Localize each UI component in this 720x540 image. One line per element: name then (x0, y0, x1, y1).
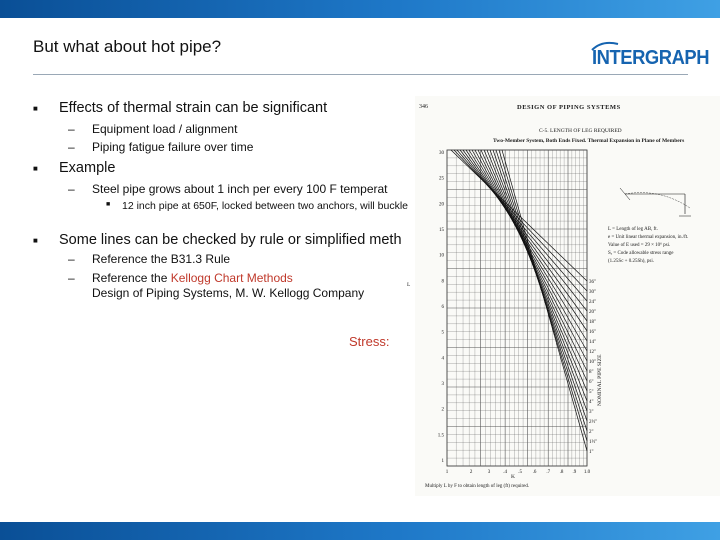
y-tick-label: 8 (441, 279, 444, 285)
bullet-square-icon: ■ (33, 104, 38, 113)
pipe-size-tick: 16" (589, 330, 597, 335)
x-tick-label: .7 (546, 470, 551, 475)
pipe-size-tick: 18" (589, 320, 597, 325)
chart-subtitle: Two-Member System, Both Ends Fixed. Thermal Expansion in Plane of Members (493, 138, 685, 144)
stress-label: Stress: (349, 334, 390, 349)
kellogg-chart-scan (407, 96, 720, 496)
pipe-size-tick: 14" (589, 340, 597, 345)
pipe-size-tick: 2" (589, 430, 594, 435)
pipe-size-tick: 8" (589, 370, 594, 375)
y-tick-label: 20 (439, 202, 444, 208)
pipe-size-tick: 4" (589, 400, 594, 405)
legend-line: (1.25Sc + 0.25Sh), psi. (608, 259, 655, 264)
x-tick-label: .6 (532, 470, 537, 475)
x-tick-label: .5 (518, 470, 523, 475)
nomograph-plot (415, 96, 720, 496)
pipe-size-tick: 6" (589, 380, 594, 385)
chart-page-number: 346 (419, 104, 428, 110)
y-axis-label: L (407, 282, 411, 288)
y-tick-label: 3 (441, 382, 444, 387)
pipe-size-tick: 10" (589, 360, 597, 365)
kellogg-chart-link[interactable]: Kellogg Chart Methods (170, 271, 293, 285)
legend-line: e = Unit linear thermal expansion, in./ft. (608, 235, 689, 240)
y-tick-label: 2 (441, 407, 444, 413)
legend-line: Value of E used = 29 × 10⁶ psi. (608, 243, 671, 248)
chart-footnote: Multiply L by F to obtain length of leg (ft) required. (425, 484, 530, 489)
x-tick-label: .9 (572, 470, 577, 475)
pipe-size-tick: 24" (589, 300, 597, 305)
x-tick-label: 2 (469, 470, 473, 475)
pipe-size-tick: 5" (589, 390, 594, 395)
leg-diagram-deflection (625, 193, 690, 208)
pipe-size-tick: 30" (589, 290, 597, 295)
pipe-size-tick: 1" (589, 450, 594, 455)
y-tick-label: 25 (439, 176, 444, 182)
legend-line: Sₐ = Code allowable stress range (608, 251, 674, 256)
logo-text: INTERGRAPH (592, 47, 710, 69)
x-tick-label: 3 (487, 470, 491, 475)
y-tick-label: 1 (441, 459, 444, 464)
intergraph-logo (592, 40, 719, 70)
bottom-banner (0, 522, 720, 540)
pipe-size-tick: 1½" (589, 440, 598, 445)
y-tick-label: 6 (441, 305, 444, 310)
pipe-size-axis-label: NOMINAL PIPE SIZE (597, 354, 603, 406)
x-tick-label: .8 (559, 470, 564, 475)
bullet-square-icon: ■ (33, 164, 38, 173)
pipe-size-curve (502, 150, 587, 451)
bullet-square-icon: ■ (106, 201, 111, 208)
chart-page-header: DESIGN OF PIPING SYSTEMS (517, 104, 621, 111)
y-tick-label: 1.5 (437, 433, 444, 439)
x-tick-label: 1 (445, 470, 449, 475)
y-tick-label: 5 (441, 330, 444, 336)
slide-title: But what about hot pipe? (33, 37, 222, 56)
y-tick-label: 15 (439, 228, 444, 233)
x-tick-label: .4 (503, 470, 508, 475)
pipe-size-tick: 12" (589, 350, 597, 355)
pipe-size-tick: 20" (589, 310, 597, 315)
legend-line: L = Length of leg AB, ft. (608, 227, 658, 232)
title-divider (33, 74, 688, 75)
x-tick-label: 1.0 (583, 470, 591, 475)
pipe-size-tick: 36" (589, 280, 597, 285)
chart-legend (608, 226, 700, 266)
x-axis-label: K (511, 474, 515, 480)
bullet-square-icon: ■ (33, 236, 38, 245)
y-tick-label: 30 (439, 151, 444, 156)
y-tick-label: 10 (439, 253, 444, 259)
y-tick-label: 4 (441, 356, 444, 362)
chart-title: C-5. LENGTH OF LEG REQUIRED (539, 128, 622, 134)
pipe-size-tick: 3" (589, 410, 594, 415)
top-banner (0, 0, 720, 18)
pipe-size-tick: 2½" (589, 420, 598, 425)
